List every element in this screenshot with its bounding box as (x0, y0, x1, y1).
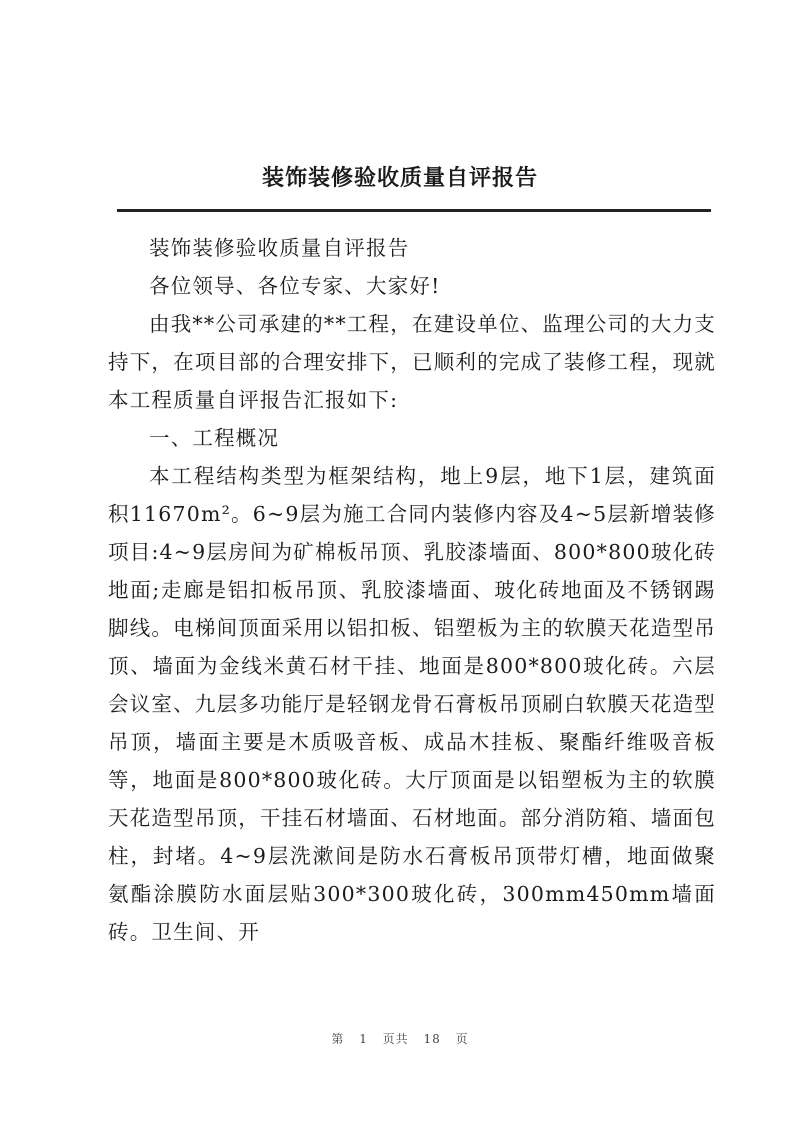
page-title: 装饰装修验收质量自评报告 (261, 165, 538, 191)
section-heading-overview: 一、工程概况 (149, 426, 280, 450)
paragraph-intro: 由我**公司承建的**工程，在建设单位、监理公司的大力支持下，在项目部的合理安排下，已顺利的完成了装修工程，现就本工程质量自评报告汇报如下: (108, 312, 716, 412)
title-divider (117, 209, 711, 212)
page-footer: 第 1 页共 18 页 (331, 1032, 469, 1046)
paragraph-greeting: 各位领导、各位专家、大家好! (149, 274, 441, 298)
paragraph-heading: 装饰装修验收质量自评报告 (149, 236, 410, 260)
paragraph-overview: 本工程结构类型为框架结构，地上9层，地下1层，建筑面积11670m²。6~9层为施工合同内装修内容及4~5层新增装修项目:4~9层房间为矿棉板吊顶、乳胶漆墙面、800*800玻化砖地面;走廊是铝扣板吊顶、乳胶漆墙面、玻化砖地面及不锈钢踢脚线。电梯间顶面采用以铝扣板、铝塑板为主的软膜天花造型吊顶、墙面为金线米黄石材干挂、地面是800*800玻化砖。六层会议室、九层多功能厅是轻钢龙骨石膏板吊顶刷白软膜天花造型吊顶，墙面主要是木质吸音板、成品木挂板、聚酯纤维吸音板等，地面是800*800玻化砖。大厅顶面是以铝塑板为主的软膜天花造型吊顶，干挂石材墙面、石材地面。部分消防箱、墙面包柱，封堵。4~9层洗漱间是防水石膏板吊顶带灯槽，地面做聚氨酯涂膜防水面层贴300*300玻化砖，300mm450mm墙面砖。卫生间、开 (108, 464, 716, 944)
document-body (108, 229, 716, 951)
